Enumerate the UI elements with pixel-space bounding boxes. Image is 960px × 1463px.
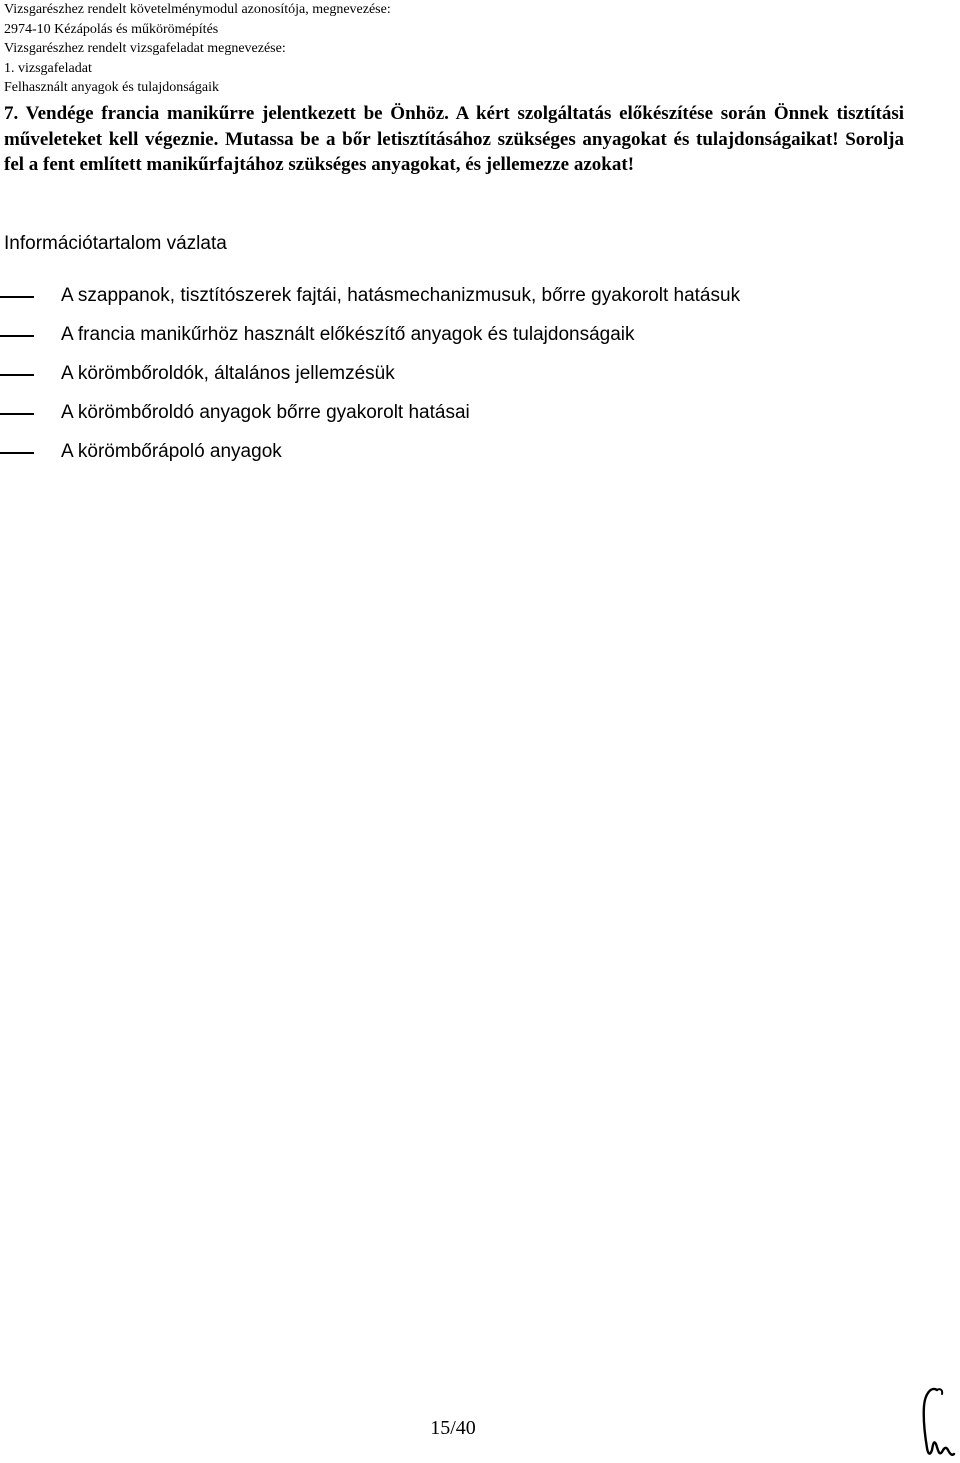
- header-task-number: 1. vizsgafeladat: [4, 60, 92, 76]
- outline-list: [0, 283, 900, 478]
- list-item: [0, 439, 900, 478]
- list-item-text: A körömbőroldó anyagok bőrre gyakorolt hatásai: [61, 402, 470, 423]
- dash-bullet-icon: [0, 374, 34, 376]
- header-topic: Felhasznált anyagok és tulajdonságaik: [4, 80, 219, 95]
- list-item: [0, 283, 900, 322]
- list-item-text: A körömbőrápoló anyagok: [61, 441, 282, 462]
- list-item-text: A körömbőroldók, általános jellemzésük: [61, 363, 395, 384]
- header-module-name: 2974-10 Kézápolás és műkörömépítés: [4, 21, 219, 37]
- signature-icon: [915, 1384, 957, 1460]
- task-question: 7. Vendége francia manikűrre jelentkezett be Önhöz. A kért szolgáltatás előkészítése során Önnek tisztítási műveleteket kell végeznie. Mutassa be a bőr letisztításához szükséges anyagokat és tulajdonságaikat! Sorolja fel a fent említett manikűrfajtához szükséges anyagokat, és jellemezze azokat!: [4, 103, 904, 176]
- header-module-label: Vizsgarészhez rendelt követelménymodul azonosítója, megnevezése:: [4, 2, 391, 17]
- page-header: [4, 0, 391, 98]
- list-item-text: A szappanok, tisztítószerek fajtái, hatásmechanizmusuk, bőrre gyakorolt hatásuk: [61, 285, 741, 306]
- header-task-label: Vizsgarészhez rendelt vizsgafeladat megnevezése:: [4, 41, 286, 56]
- dash-bullet-icon: [0, 296, 34, 298]
- dash-bullet-icon: [0, 335, 34, 337]
- page-number: 15/40: [430, 1417, 476, 1439]
- outline-title: Információtartalom vázlata: [4, 233, 227, 254]
- list-item: [0, 400, 900, 439]
- list-item-text: A francia manikűrhöz használt előkészítő anyagok és tulajdonságaik: [61, 324, 635, 345]
- list-item: [0, 322, 900, 361]
- dash-bullet-icon: [0, 452, 34, 454]
- dash-bullet-icon: [0, 413, 34, 415]
- list-item: [0, 361, 900, 400]
